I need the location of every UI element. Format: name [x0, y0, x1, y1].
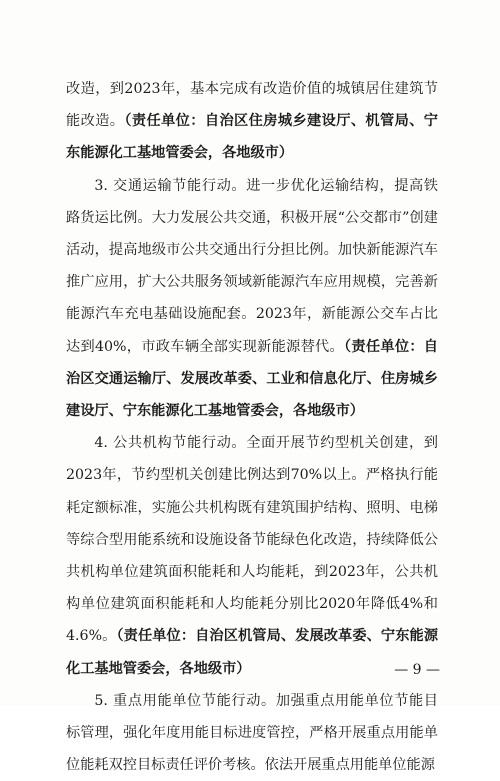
page-number: — 9 —	[394, 662, 440, 678]
paragraph-2-responsible: （责任单位：自治区交通运输厅、发展改革委、工业和信息化厅、住房城乡建设厅、宁东能源化工基地管委会，各地级市）	[66, 338, 438, 420]
paragraph-1-text: 改造，到2023年，基本完成有改造价值的城镇居住建筑节能改造。	[66, 81, 438, 130]
paragraph-1-responsible: （责任单位：自治区住房城乡建设厅、机管局、宁东能源化工基地管委会，各地级市）	[66, 113, 438, 162]
paragraph-3-text: 4. 公共机构节能行动。全面开展节约型机关创建，到2023年，节约型机关创建比例达到70%以上。严格执行能耗定额标准，实施公共机构既有建筑围护结构、照明、电梯等综合型用能系统和设施设备节能绿色化改造，持续降低公共机构单位建筑面积能耗和人均能耗，到2023年，公共机构单位建筑面积能耗和人均能耗分别比2020年降低4%和4.6%。	[66, 435, 438, 645]
paragraph-4	[66, 685, 438, 781]
paragraph-2-text: 3. 交通运输节能行动。进一步优化运输结构，提高铁路货运比例。大力发展公共交通，积极开展“公交都市”创建活动，提高地级市公共交通出行分担比例。加快新能源汽车推广应用，扩大公共服务领域新能源汽车应用规模，完善新能源汽车充电基础设施配套。2023年，新能源公交车占比达到40%，市政车辆全部实现新能源替代。	[66, 177, 438, 355]
paragraph-2	[66, 170, 438, 428]
paragraph-3-responsible: （责任单位：自治区机管局、发展改革委、宁东能源化工基地管委会，各地级市）	[66, 628, 439, 677]
paragraph-1	[66, 73, 438, 170]
paragraph-3	[66, 427, 438, 685]
paragraph-4-text: 5. 重点用能单位节能行动。加强重点用能单位节能目标管理，强化年度用能目标进度管控，严格开展重点用能单位能耗双控目标责任评价考核。依法开展重点用能单位能源	[66, 692, 438, 774]
